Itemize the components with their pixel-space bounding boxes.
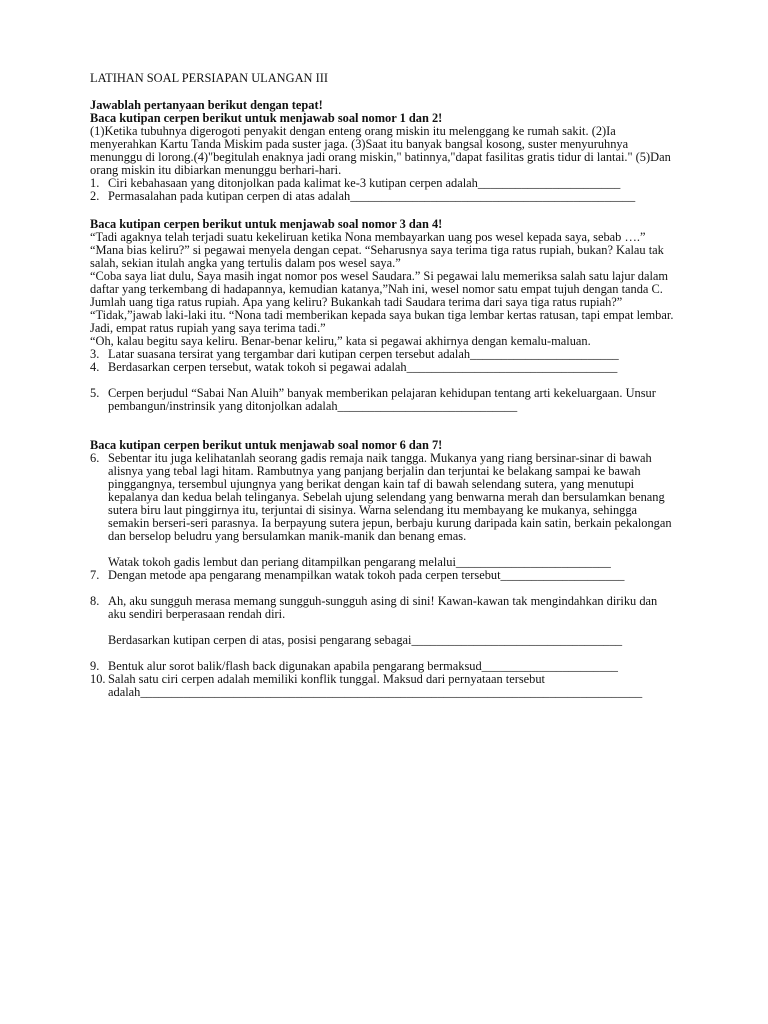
question-7: 7. Dengan metode apa pengarang menampilkan watak tokoh pada cerpen tersebut____________________ xyxy=(90,568,625,582)
page-title: LATIHAN SOAL PERSIAPAN ULANGAN III xyxy=(90,71,328,85)
passage-paragraph: “Tidak,”jawab laki-laki itu. “Nona tadi memberikan kepada saya bukan tiga lembar kertas ratusan, tapi empat lembar. Jadi, empat ratus rupiah yang saya terima tadi.” xyxy=(90,308,674,335)
question-2: 2. Permasalahan pada kutipan cerpen di atas adalah______________________________________________ xyxy=(90,189,636,203)
question-8: 8. Ah, aku sungguh merasa memang sungguh-sungguh asing di sini! Kawan-kawan tak mengindahkan diriku dan aku sendiri berperasaan rendah diri. xyxy=(90,594,658,621)
question-9: 9. Bentuk alur sorot balik/flash back digunakan apabila pengarang bermaksud______________________ xyxy=(90,659,618,673)
passage-paragraph: “Tadi agaknya telah terjadi suatu kekeliruan ketika Nona membayarkan uang pos wesel kepada saya, sebab ….” xyxy=(90,230,646,244)
passage-paragraph: “Mana bias keliru?” si pegawai menyela dengan cepat. “Seharusnya saya terima tiga ratus rupiah, bukan? Kalau tak salah, sekian itulah angka yang tertulis dalam pos wesel saya.” xyxy=(90,243,664,270)
question-6: 6. Sebentar itu juga kelihatanlah seorang gadis remaja naik tangga. Mukanya yang riang bersinar-sinar di bawah alisnya yang tebal lagi hitam. Rambutnya yang panjang berjalin dan terjuntai ke belakang sampai ke bawah pinggangnya, tersembul ujungnya yang berikat dengan kain taf di bawah selendang sutera, yang menutupi kepalanya dan kedua belah telinganya. Sebelah ujung selendang yang benwarna merah dan bersulamkan benang sutera biru laut pinggirnya itu, terjuntai di sisinya. Warna selendang itu membayang ke mukanya, sehingga semakin berseri-seri parasnya. Ia berpayung sutera jepun, berbaju kurung daripada kain satin, berkain pekalongan dan berselop beludru yang bersulamkan manik-manik dan benang emas. xyxy=(90,451,672,543)
question-3: 3. Latar suasana tersirat yang tergambar dari kutipan cerpen tersebut adalah________________________ xyxy=(90,347,619,361)
instruction: Jawablah pertanyaan berikut dengan tepat! xyxy=(90,98,323,112)
question-8-prompt: Berdasarkan kutipan cerpen di atas, posisi pengarang sebagai__________________________________ xyxy=(108,633,623,647)
question-5: 5. Cerpen berjudul “Sabai Nan Aluih” banyak memberikan pelajaran kehidupan tentang arti kekeluargaan. Unsur pembangun/instrinsik yang ditonjolkan adalah_____________________________ xyxy=(90,386,656,413)
question-6-prompt: Watak tokoh gadis lembut dan periang ditampilkan pengarang melalui_________________________ xyxy=(108,555,611,569)
passage-paragraph: “Coba saya liat dulu, Saya masih ingat nomor pos wesel Saudara.” Si pegawai lalu memeriksa salah satu lajur dalam daftar yang terkembang di hadapannya, kemudian katanya,”Nah ini, wesel nomor satu empat tujuh dengan tanda C. Jumlah uang tiga ratus rupiah. Apa yang keliru? Bukankah tadi Saudara terima dari saya tiga ratus rupiah?” xyxy=(90,269,669,309)
section-1-heading: Baca kutipan cerpen berikut untuk menjawab soal nomor 1 dan 2! xyxy=(90,111,443,125)
section-2-heading: Baca kutipan cerpen berikut untuk menjawab soal nomor 3 dan 4! xyxy=(90,217,443,231)
question-10: 10. Salah satu ciri cerpen adalah memiliki konflik tunggal. Maksud dari pernyataan tersebut adalah_________________________________________________________________________________ xyxy=(90,672,643,699)
question-4: 4. Berdasarkan cerpen tersebut, watak tokoh si pegawai adalah__________________________________ xyxy=(90,360,618,374)
section-1-passage: (1)Ketika tubuhnya digerogoti penyakit dengan enteng orang miskin itu melenggang ke rumah sakit. (2)Ia menyerahkan Kartu Tanda Miskim pada suster jaga. (3)Saat itu banyak bangsal kosong, suster menyuruhnya menunggu di lorong.(4)"begitulah enaknya jadi orang miskin," batinnya,"dapat fasilitas gratis tidur di lantai." (5)Dan orang miskin itu dibiarkan menunggu berhari-hari. xyxy=(90,124,671,177)
passage-paragraph: “Oh, kalau begitu saya keliru. Benar-benar keliru,” kata si pegawai akhirnya dengan kemalu-maluan. xyxy=(90,334,591,348)
question-1: 1. Ciri kebahasaan yang ditonjolkan pada kalimat ke-3 kutipan cerpen adalah_______________________ xyxy=(90,176,621,190)
section-3-heading: Baca kutipan cerpen berikut untuk menjawab soal nomor 6 dan 7! xyxy=(90,438,443,452)
